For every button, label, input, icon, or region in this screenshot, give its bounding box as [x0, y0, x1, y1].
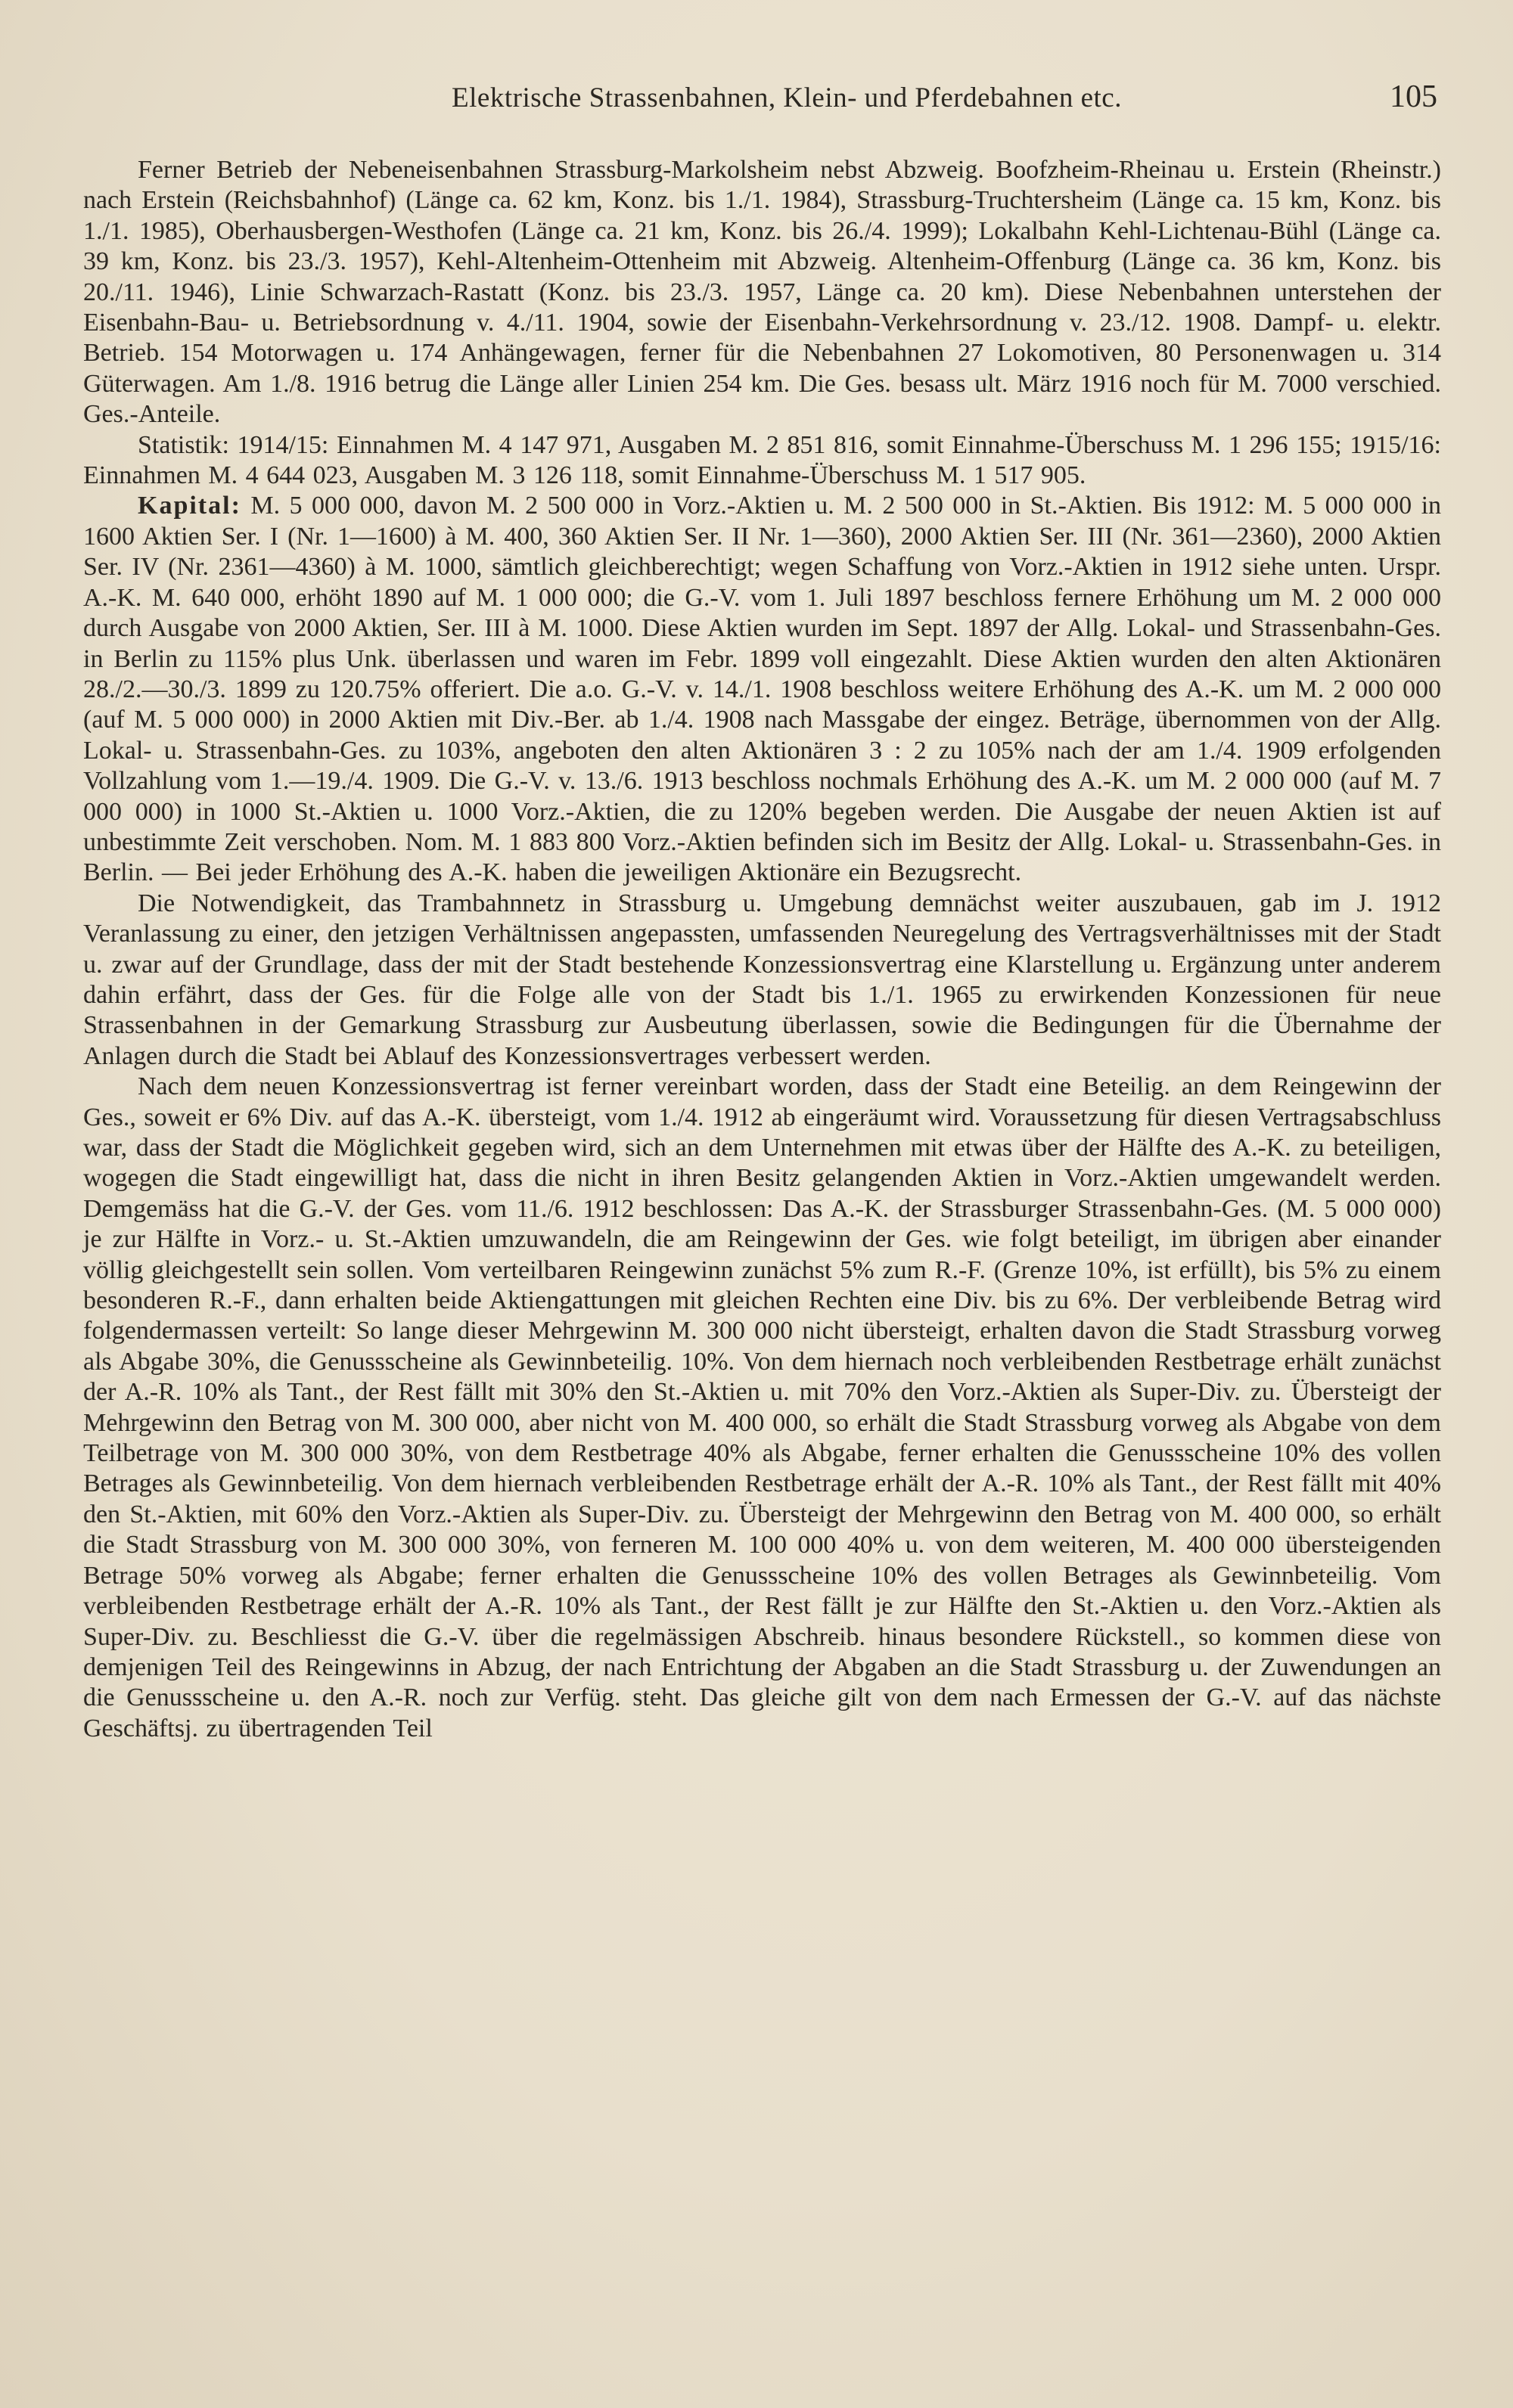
- body-text: [83, 155, 1441, 1744]
- paragraph-branch-lines: Ferner Betrieb der Nebeneisenbahnen Strassburg-Markolsheim nebst Abzweig. Boofzheim-Rheinau u. Erstein (Rheinstr.) nach Erstein (Reichsbahnhof) (Länge ca. 62 km, Konz. bis 1./1. 1984), Strassburg-Truchtersheim (Länge ca. 15 km, Konz. bis 1./1. 1985), Oberhausbergen-Westhofen (Länge ca. 21 km, Konz. bis 26./4. 1999); Lokalbahn Kehl-Lichtenau-Bühl (Länge ca. 39 km, Konz. bis 23./3. 1957), Kehl-Altenheim-Ottenheim mit Abzweig. Altenheim-Offenburg (Länge ca. 36 km, Konz. bis 20./11. 1946), Linie Schwarzach-Rastatt (Konz. bis 23./3. 1957, Länge ca. 20 km). Diese Nebenbahnen unterstehen der Eisenbahn-Bau- u. Betriebsordnung v. 4./11. 1904, sowie der Eisenbahn-Verkehrsordnung v. 23./12. 1908. Dampf- u. elektr. Betrieb. 154 Motorwagen u. 174 Anhängewagen, ferner für die Nebenbahnen 27 Lokomotiven, 80 Personenwagen u. 314 Güterwagen. Am 1./8. 1916 betrug die Länge aller Linien 254 km. Die Ges. besass ult. März 1916 noch für M. 7000 verschied. Ges.-Anteile.: [83, 156, 1441, 429]
- capital-text: M. 5 000 000, davon M. 2 500 000 in Vorz.-Aktien u. M. 2 500 000 in St.-Aktien. Bis 1912: M. 5 000 000 in 1600 Aktien Ser. I (Nr. 1—1600) à M. 400, 360 Aktien Ser. II Nr. 1—360), 2000 Aktien Ser. III (Nr. 361—2360), 2000 Aktien Ser. IV (Nr. 2361—4360) à M. 1000, sämtlich gleichberechtigt; wegen Schaffung von Vorz.-Aktien in 1912 siehe unten. Urspr. A.-K. M. 640 000, erhöht 1890 auf M. 1 000 000; die G.-V. vom 1. Juli 1897 beschloss fernere Erhöhung um M. 2 000 000 durch Ausgabe von 2000 Aktien, Ser. III à M. 1000. Diese Aktien wurden im Sept. 1897 der Allg. Lokal- und Strassenbahn-Ges. in Berlin zu 115% plus Unk. überlassen und waren im Febr. 1899 voll eingezahlt. Diese Aktien wurden den alten Aktionären 28./2.—30./3. 1899 zu 120.75% offeriert. Die a.o. G.-V. v. 14./1. 1908 beschloss weitere Erhöhung des A.-K. um M. 2 000 000 (auf M. 5 000 000) in 2000 Aktien mit Div.-Ber. ab 1./4. 1908 nach Massgabe der eingez. Beträge, übernommen von der Allg. Lokal- u. Strassenbahn-Ges. zu 103%, angeboten den alten Aktionären 3 : 2 zu 105% nach der am 1./4. 1909 erfolgenden Vollzahlung vom 1.—19./4. 1909. Die G.-V. v. 13./6. 1913 beschloss nochmals Erhöhung des A.-K. um M. 2 000 000 (auf M. 7 000 000) in 1000 St.-Aktien u. 1000 Vorz.-Aktien, die zu 120% begeben werden. Die Ausgabe der neuen Aktien ist auf unbestimmte Zeit verschoben. Nom. M. 1 883 800 Vorz.-Aktien befinden sich im Besitz der Allg. Lokal- u. Strassenbahn-Ges. in Berlin. — Bei jeder Erhöhung des A.-K. haben die jeweiligen Aktionäre ein Bezugsrecht.: [83, 492, 1442, 887]
- page-header: [136, 76, 1437, 121]
- paragraph-statistics: Statistik: 1914/15: Einnahmen M. 4 147 971, Ausgaben M. 2 851 816, somit Einnahme-Überschuss M. 1 296 155; 1915/16: Einnahmen M. 4 644 023, Ausgaben M. 3 126 118, somit Einnahme-Überschuss M. 1 517 905.: [83, 430, 1441, 490]
- capital-label: Kapital:: [138, 492, 241, 520]
- paragraph-tram-network: Die Notwendigkeit, das Trambahnnetz in Strassburg u. Umgebung demnächst weiter auszubauen, gab im J. 1912 Veranlassung zu einer, den jetzigen Verhältnissen angepassten, umfassenden Neuregelung des Vertragsverhältnisses mit der Stadt u. zwar auf der Grundlage, dass der mit der Stadt bestehende Konzessionsvertrag eine Klarstellung u. Ergänzung unter anderem dahin erfährt, dass der Ges. für die Folge alle von der Stadt bis 1./1. 1965 zu erwirkenden Konzessionen für neue Strassenbahnen in der Gemarkung Strassburg zur Ausbeutung überlassen, sowie die Bedingungen für die Übernahme der Anlagen durch die Stadt bei Ablauf des Konzessionsvertrages verbessert werden.: [83, 889, 1441, 1070]
- paragraph-capital: [83, 491, 1441, 888]
- running-title: Elektrische Strassenbahnen, Klein- und Pferdebahnen etc.: [452, 82, 1122, 113]
- page-number: 105: [1390, 79, 1437, 114]
- paragraph-concession-contract: Nach dem neuen Konzessionsvertrag ist ferner vereinbart worden, dass der Stadt eine Beteilig. an dem Reingewinn der Ges., soweit er 6% Div. auf das A.-K. übersteigt, vom 1./4. 1912 ab eingeräumt wird. Voraussetzung für diesen Vertragsabschluss war, dass der Stadt die Möglichkeit gegeben wird, sich an dem Unternehmen mit etwas über der Hälfte des A.-K. zu beteiligen, wogegen die Stadt eingewilligt hat, dass die nicht in ihren Besitz gelangenden Aktien in Vorz.-Aktien umgewandelt werden. Demgemäss hat die G.-V. der Ges. vom 11./6. 1912 beschlossen: Das A.-K. der Strassburger Strassenbahn-Ges. (M. 5 000 000) je zur Hälfte in Vorz.- u. St.-Aktien umzuwandeln, die am Reingewinn der Ges. wie folgt beteiligt, im übrigen aber einander völlig gleichgestellt sein sollen. Vom verteilbaren Reingewinn zunächst 5% zum R.-F. (Grenze 10%, ist erfüllt), bis 5% zu einem besonderen R.-F., dann erhalten beide Aktiengattungen mit gleichen Rechten eine Div. bis zu 6%. Der verbleibende Betrag wird folgendermassen verteilt: So lange dieser Mehrgewinn M. 300 000 nicht übersteigt, erhalten davon die Stadt Strassburg vorweg als Abgabe 30%, die Genussscheine als Gewinnbeteilig. 10%. Von dem hiernach noch verbleibenden Restbetrage erhält zunächst der A.-R. 10% als Tant., der Rest fällt mit 30% den St.-Aktien u. mit 70% den Vorz.-Aktien als Super-Div. zu. Übersteigt der Mehrgewinn den Betrag von M. 300 000, aber nicht von M. 400 000, so erhält die Stadt Strassburg vorweg als Abgabe von dem Teilbetrage von M. 300 000 30%, von dem Restbetrage 40% als Abgabe, ferner erhalten die Genussscheine 10% des vollen Betrages als Gewinnbeteilig. Von dem hiernach verbleibenden Restbetrage erhält der A.-R. 10% als Tant., der Rest fällt mit 40% den St.-Aktien, mit 60% den Vorz.-Aktien als Super-Div. zu. Übersteigt der Mehrgewinn den Betrag von M. 400 000, so erhält die Stadt Strassburg von M. 300 000 30%, von ferneren M. 100 000 40% u. von dem weiteren, M. 400 000 übersteigenden Betrage 50% vorweg als Abgabe; ferner erhalten die Genussscheine 10% des vollen Betrages als Gewinnbeteilig. Vom verbleibenden Restbetrage erhält der A.-R. 10% als Tant., der Rest fällt je zur Hälfte den St.-Aktien u. den Vorz.-Aktien als Super-Div. zu. Beschliesst die G.-V. über die regelmässigen Abschreib. hinaus besondere Rückstell., so kommen diese von demjenigen Teil des Reingewinns in Abzug, der nach Entrichtung der Abgaben an die Stadt Strassburg u. der Zuwendungen an die Genussscheine u. den A.-R. noch zur Verfüg. steht. Das gleiche gilt von dem nach Ermessen der G.-V. auf das nächste Geschäftsj. zu übertragenden Teil: [83, 1072, 1441, 1742]
